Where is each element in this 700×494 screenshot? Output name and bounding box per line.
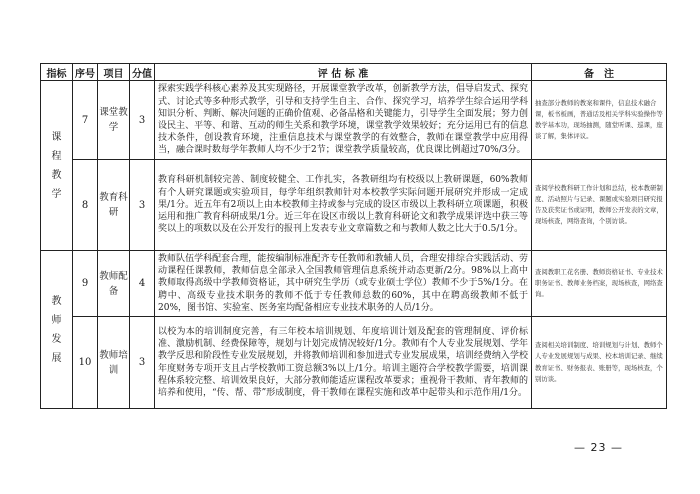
indicator-char: 展 [51,352,62,364]
note-cell: 查阅相关培训制度、培训规划与计划、教师个人专业发展规划与成果、校本培训记录、继续教育证书、财务报表、账册等，现场核查，个别访谈。 [532,317,667,409]
table-row [41,317,667,409]
seq-cell: 7 [73,81,98,160]
indicator-char: 师 [51,314,62,326]
item-cell: 教师配备 [98,251,130,317]
header-seq: 序号 [73,64,98,81]
criteria-cell: 教师队伍学科配套合理，能按编制标准配齐专任教师和教辅人员，合理安排综合实践活动、劳动课程任课教师，教师信息全部录入全国教师管理信息系统并动态更新/2分。98%以上高中教师取得高级中学教师资格证，其中研究生学历（或专业硕士学位）教师不少于5%/1分。在聘中、高级专业技术职务的教师不低于专任教师总数的60%，其中在聘高级教师不低于20%，图书馆、实验室、医务室均配备相应专业技术职务的人员/1分。 [155,251,532,317]
seq-cell: 9 [73,251,98,317]
seq-cell: 10 [73,317,98,409]
indicator-char: 发 [51,333,62,345]
header-score: 分值 [130,64,155,81]
criteria-cell: 教育科研机制较完善、制度较健全、工作扎实，各教研组均有校级以上教研课题，60%教师有个人研究课题或实验项目，每学年组织教师针对本校教学实际问题开展研究并形成一定成果/1分。近五年有2项以上由本校教师主持或参与完成的设区市级以上教科研立项课题，积极运用和推广教育科研成果/1分。近三年在设区市级以上教育科研论文和教学成果评选中获三等奖以上的项数以及在公开发行的报刊上发表专业文章篇数之和与教师人数之比大于0.5/1分。 [155,160,532,251]
header-criteria: 评 估 标 准 [155,64,532,81]
header-note: 备 注 [532,64,667,81]
criteria-cell: 以校为本的培训制度完善，有三年校本培训规划、年度培训计划及配套的管理制度、评价标准、激励机制、经费保障等，规划与计划完成情况较好/1分。教师有个人专业发展规划、学年教学反思和阶段性专业发展规划，并将教师培训和参加进式专业发展成果，培训经费纳入学校年度财务专项开支且占学校教师工资总额3%以上/1分。培训主题符合学校教学需要，培训课程体系较完整、培训效果良好，大部分教师能适应课程改革要求；重视骨干教师、青年教师的培养和使用，“传、帮、带”形成制度，骨干教师在课程实施和改革中起带头和示范作用/1分。 [155,317,532,409]
indicator-char: 课 [51,131,62,143]
score-cell: 4 [130,251,155,317]
indicator-char: 教 [51,169,62,181]
item-cell: 课堂教学 [98,81,130,160]
note-cell: 抽查部分教师的教案和课件，信息技术融合课，板书板画，普通话及相关学科实验操作等教学基本功，现场抽测，随堂听课、巡课，座谈了解，集体评议。 [532,81,667,160]
table-row [41,160,667,251]
item-cell: 教育科研 [98,160,130,251]
seq-cell: 8 [73,160,98,251]
header-row [41,64,667,81]
evaluation-table [40,63,667,409]
indicator-cell-teacher-development [41,251,73,409]
criteria-cell: 探索实践学科核心素养及其实现路径，开展课堂教学改革，创新教学方法，倡导启发式、探究式、讨论式等多种形式教学，引导和支持学生自主、合作、探究学习，培养学生综合运用学科知识分析、判断、解决问题的正确价值观、必备品格和关键能力，引导学生全面发展；努力创设民主、平等、和谐、互动的师生关系和教学环境，课堂教学效果较好；充分运用已有的信息技术条件，创设教育环境，注重信息技术与课堂教学的有效整合，教师在课堂教学中应用得当，融合课时数每学年教师人均不少于2节；课堂教学质量较高，优良课比例超过70%/3分。 [155,81,532,160]
page-number: — 23 — [574,441,623,454]
table-row [41,81,667,160]
score-cell: 3 [130,317,155,409]
indicator-char: 程 [51,150,62,162]
score-cell: 3 [130,160,155,251]
indicator-cell-curriculum [41,81,73,251]
indicator-char: 教 [51,295,62,307]
item-cell: 教师培训 [98,317,130,409]
note-cell: 查阅学校教科研工作计划和总结，校本教研制度、活动照片与记录、课题或实验项目研究报告及获奖证书或证明，教师公开发表的文章，现场核查，网络查询，个别访谈。 [532,160,667,251]
indicator-char: 学 [51,188,62,200]
header-item: 项目 [98,64,130,81]
note-cell: 查阅教职工花名册、教师资格证书、专业技术职务证书、教师业务档案，现场核查，网络查询。 [532,251,667,317]
header-indicator: 指标 [41,64,73,81]
table-row [41,251,667,317]
score-cell: 3 [130,81,155,160]
